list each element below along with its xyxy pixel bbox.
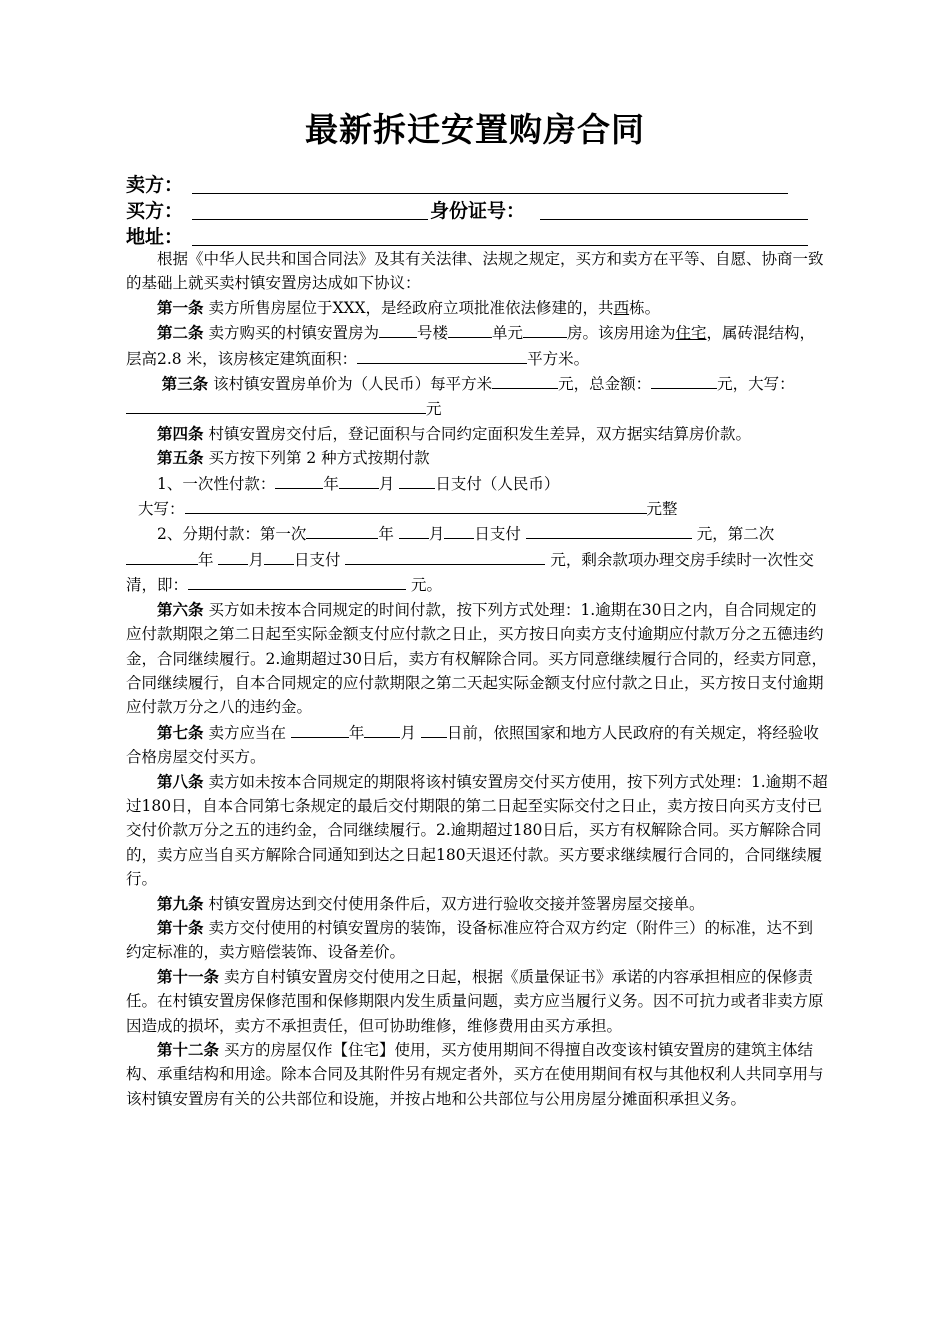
lump-sum-month-blank <box>339 471 379 489</box>
article-1-text: 卖方所售房屋位于XXX，是经政府立项批准依法修建的，共 <box>203 298 614 317</box>
article-3-total-label: 元，总金额： <box>558 375 652 394</box>
installment-1-year-label: 年 <box>378 525 399 544</box>
lump-sum-capital-unit: 元整 <box>646 500 678 519</box>
building-number-blank <box>379 320 417 338</box>
article-1-text-end: 栋。 <box>629 298 661 317</box>
article-8 <box>126 770 828 892</box>
lump-sum-day-blank <box>399 471 435 489</box>
installment-1-day-label: 日支付 <box>474 525 526 544</box>
article-3 <box>126 371 828 422</box>
lump-sum-capital-label: 大写： <box>138 500 185 519</box>
installment-1-month-blank <box>399 521 429 539</box>
article-8-heading: 第八条 <box>157 771 204 791</box>
article-3-heading: 第三条 <box>161 374 209 394</box>
article-6 <box>126 598 828 720</box>
installment-2-amount-blank <box>345 547 545 565</box>
seller-blank <box>192 193 788 194</box>
article-5-lump-sum-capital <box>138 496 828 521</box>
article-2-usage-value: 住宅 <box>675 324 707 343</box>
installment-1-year-blank <box>306 521 378 539</box>
address-label: 地址： <box>126 226 184 248</box>
article-11-heading: 第十一条 <box>157 966 220 986</box>
article-2-structure-text: ，属砖混结构，层高2.8 米，该房核定建筑面积： <box>126 324 816 368</box>
installment-1-day-blank <box>444 521 474 539</box>
contract-body <box>126 247 828 1111</box>
installment-2-month-blank <box>218 547 248 565</box>
lump-sum-day-label: 日支付（人民币） <box>435 474 560 493</box>
total-amount-blank <box>651 371 717 389</box>
article-1-building-count: 西 <box>613 298 630 317</box>
article-9 <box>126 892 828 916</box>
installment-second-label: 元，第二次 <box>691 525 775 544</box>
article-9-heading: 第九条 <box>157 893 204 913</box>
area-blank <box>357 346 527 364</box>
room-number-blank <box>523 320 567 338</box>
article-2-usage-label: 房。该房用途为 <box>566 324 676 343</box>
article-7-heading: 第七条 <box>157 722 204 742</box>
capital-amount-blank <box>126 396 426 414</box>
article-12 <box>126 1038 828 1111</box>
document-title: 最新拆迁安置购房合同 <box>305 110 645 149</box>
article-5-text: 买方按下列第 2 种方式按期付款 <box>203 449 430 468</box>
unit-price-blank <box>492 371 558 389</box>
id-number-label: 身份证号： <box>430 200 526 222</box>
buyer-label: 买方： <box>126 200 184 222</box>
article-7-text-end: 日前，依照国家和地方人民政府的有关规定，将经验收合格房屋交付买方。 <box>126 723 819 767</box>
article-6-heading: 第六条 <box>157 599 204 619</box>
delivery-year-blank <box>291 720 349 738</box>
article-11-text: 卖方自村镇安置房交付使用之日起，根据《质量保证书》承诺的内容承担相应的保修责任。在村镇安置房保修范围和保修期限内发生质量问题，卖方应当履行义务。因不可抗力或者非卖方原因造成的损坏，卖方不承担责任，但可协助维修，维修费用由买方承担。 <box>126 967 824 1035</box>
article-2-text: 卖方购买的村镇安置房为 <box>203 324 379 343</box>
installment-2-day-label: 日支付 <box>293 550 346 569</box>
delivery-day-blank <box>421 720 447 738</box>
unit-number-blank <box>448 320 492 338</box>
seller-label: 卖方： <box>126 174 184 196</box>
article-4-heading: 第四条 <box>157 423 204 443</box>
lump-sum-year-blank <box>275 471 323 489</box>
lump-sum-month-label: 月 <box>378 474 400 493</box>
article-8-text: 卖方如未按本合同规定的期限将该村镇安置房交付买方使用，按下列方式处理：1.逾期不超过180日，自本合同第七条规定的最后交付期限的第二日起至实际交付之日止，卖方按日向买方支付已交付价款万分之五的违约金，合同继续履行。2.逾期超过180日后，买方有权解除合同。买方解除合同的，卖方应当自买方解除合同通知到达之日起180天退还付款。买方要求继续履行合同的，合同继续履行。 <box>126 772 828 889</box>
installment-remainder-blank <box>188 572 406 590</box>
article-5-lump-sum <box>126 471 828 496</box>
article-5-installment <box>126 521 828 597</box>
article-1-heading: 第一条 <box>157 297 204 317</box>
article-3-text: 该村镇安置房单价为（人民币）每平方米 <box>208 375 493 394</box>
article-7-text: 卖方应当在 <box>203 723 291 742</box>
article-4-text: 村镇安置房交付后，登记面积与合同约定面积发生差异，双方据实结算房价款。 <box>203 424 751 443</box>
installment-remainder-unit: 元。 <box>406 576 442 595</box>
article-2-heading: 第二条 <box>157 323 204 343</box>
lump-sum-label: 1、一次性付款： <box>157 474 276 493</box>
installment-1-amount-blank <box>526 521 692 539</box>
installment-2-year-blank <box>126 547 198 565</box>
installment-2-day-blank <box>264 547 294 565</box>
article-2-area-unit: 平方米。 <box>527 349 590 368</box>
article-10-heading: 第十条 <box>157 917 204 937</box>
article-1 <box>126 296 828 320</box>
article-3-capital-label: 元，大写： <box>717 375 795 394</box>
article-2-building-label: 号楼 <box>416 324 448 343</box>
lump-sum-year-label: 年 <box>323 474 339 493</box>
installment-remainder-text: 元，剩余款项办理交房手续时一次性交清，即： <box>126 550 814 595</box>
delivery-month-blank <box>364 720 400 738</box>
article-6-text: 买方如未按本合同规定的时间付款，按下列方式处理：1.逾期在30日之内，自合同规定的应付款期限之第二日起至实际金额支付应付款之日止，买方按日向卖方支付逾期应付款万分之五德违约金，合同继续履行。2.逾期超过30日后，卖方有权解除合同。买方同意继续履行合同的，经卖方同意，合同继续履行，自本合同规定的应付款期限之第二天起实际金额支付应付款之日止，买方按日支付逾期应付款万分之八的违约金。 <box>126 600 828 717</box>
article-12-text: 买方的房屋仅作【住宅】使用，买方使用期间不得擅自改变该村镇安置房的建筑主体结构、承重结构和用途。除本合同及其附件另有规定者外，买方在使用期间有权与其他权利人共同享用与该村镇安置房有关的公共部位和设施，并按占地和公共部位与公用房屋分摊面积承担义务。 <box>126 1041 824 1108</box>
article-2-unit-label: 单元 <box>491 324 523 343</box>
installment-1-month-label: 月 <box>428 525 445 544</box>
article-4 <box>126 422 828 446</box>
delivery-month-label: 月 <box>400 723 421 742</box>
article-9-text: 村镇安置房达到交付使用条件后，双方进行验收交接并签署房屋交接单。 <box>203 894 705 913</box>
buyer-row <box>126 198 526 224</box>
article-2 <box>126 320 828 371</box>
article-10 <box>126 916 828 965</box>
buyer-blank <box>192 219 428 220</box>
article-12-heading: 第十二条 <box>157 1040 220 1059</box>
article-5 <box>126 446 828 470</box>
installment-2-year-label: 年 <box>198 550 219 569</box>
delivery-year-label: 年 <box>348 723 365 742</box>
address-blank <box>192 245 808 246</box>
lump-sum-capital-blank <box>185 496 647 514</box>
seller-row <box>126 172 183 198</box>
article-5-heading: 第五条 <box>157 448 204 468</box>
article-11 <box>126 965 828 1038</box>
article-10-text: 卖方交付使用的村镇安置房的装饰，设备标准应符合双方约定（附件三）的标准，达不到约定标准的，卖方赔偿装饰、设备差价。 <box>126 918 813 962</box>
article-7 <box>126 720 828 770</box>
article-3-currency: 元 <box>426 400 442 419</box>
preamble: 根据《中华人民共和国合同法》及其有关法律、法规之规定，买方和卖方在平等、自愿、协商一致的基础上就买卖村镇安置房达成如下协议： <box>126 250 824 293</box>
installment-2-month-label: 月 <box>248 550 264 569</box>
id-number-blank <box>540 219 808 220</box>
installment-first-label: 2、分期付款：第一次 <box>157 525 307 544</box>
